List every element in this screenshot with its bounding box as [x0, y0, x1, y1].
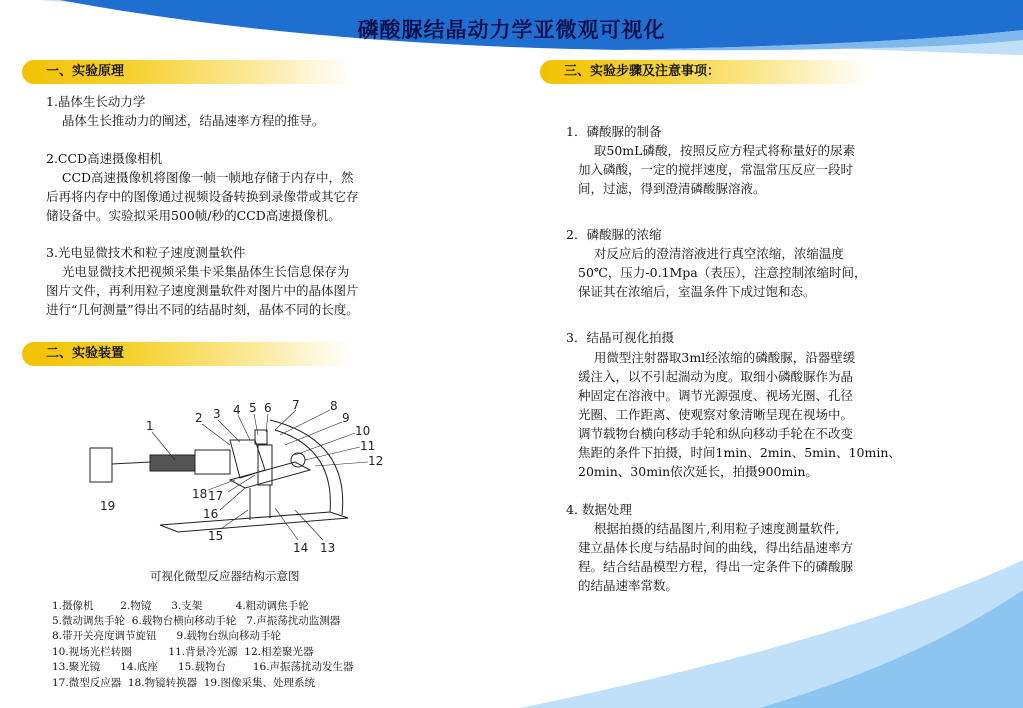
diagram-label-6: 6: [264, 401, 272, 415]
step-3-line-6: 焦距的条件下拍摄，时间1min、2min、5min、10min、: [578, 445, 901, 460]
diagram-label-14: 14: [293, 541, 309, 555]
principle-item-3-line-2: 图片文件，再利用粒子速度测量软件对图片中的晶体图片: [46, 283, 359, 298]
diagram-label-3: 3: [213, 407, 221, 421]
diagram-focus-knob: [255, 430, 267, 444]
step-3-line-2: 缓注入，以不引起湍动为度。取细小磷酸脲作为晶: [578, 369, 854, 384]
diagram-support-arc-inner: [275, 430, 330, 512]
step-2-line-1: 对反应后的澄清溶液进行真空浓缩，浓缩温度: [578, 246, 844, 261]
step-3-line-5: 调节载物台横向移动手轮和纵向移动手轮在不改变: [578, 426, 854, 441]
legend-line-6: 17.微型反应器 18.物镜转换器 19.图像采集、处理系统: [52, 677, 315, 689]
diagram-base: [160, 512, 348, 532]
diagram-stage: [230, 462, 310, 488]
step-4-line-3: 程。结合结晶模型方程，得出一定条件下的磷酸脲: [578, 559, 854, 574]
section-header-principle-label: 一、实验原理: [46, 64, 125, 79]
principle-item-2-line-2: 后再将内存中的图像通过视频设备转换到录像带或其它存: [46, 189, 359, 204]
step-4-line-2: 建立晶体长度与结晶时间的曲线，得出结晶速率方: [578, 540, 854, 555]
step-3-line-3: 种固定在溶液中。调节光源强度、视场光圈、孔径: [578, 388, 854, 403]
step-2-line-2: 50℃，压力-0.1Mpa（表压），注意控制浓缩时间，: [578, 265, 867, 280]
diagram-label-11: 11: [360, 439, 376, 453]
principle-item-2-line-1: CCD高速摄像机将图像一帧一帧地存储于内存中，然: [46, 170, 354, 185]
principle-item-2-heading: 2.CCD高速摄像相机: [46, 151, 163, 166]
leader-13: [295, 510, 323, 540]
leader-12: [315, 462, 368, 466]
apparatus-diagram: [80, 400, 400, 560]
leader-2: [202, 424, 230, 445]
diagram-label-15: 15: [208, 529, 224, 543]
step-1-heading: 1．磷酸脲的制备: [566, 124, 662, 139]
principle-item-3-line-3: 进行“几何测量”得出不同的结晶时刻，晶体不同的长度。: [46, 302, 359, 317]
diagram-reactor: [258, 445, 272, 485]
diagram-stand: [230, 440, 265, 478]
principle-item-3-heading: 3.光电显微技术和粒子速度测量软件: [46, 245, 246, 260]
legend-line-3: 8.带开关亮度调节旋钮 9.载物台纵向移动手轮: [52, 630, 282, 642]
figure-caption: 可视化微型反应器结构示意图: [150, 569, 300, 583]
diagram-label-16: 16: [203, 507, 219, 521]
step-4-heading: 4. 数据处理: [566, 502, 632, 517]
diagram-label-1: 1: [146, 419, 154, 433]
principle-item-3-line-1: 光电显微技术把视频采集卡采集晶体生长信息保存为: [46, 264, 350, 279]
diagram-label-5: 5: [249, 401, 257, 415]
leader-8: [280, 410, 330, 435]
step-3-line-7: 20min、30min依次延长，拍摄900min。: [578, 464, 818, 479]
diagram-label-2: 2: [195, 411, 203, 425]
section-header-apparatus: [22, 342, 352, 366]
diagram-cable: [112, 462, 150, 464]
step-4-line-1: 根据拍摄的结晶图片,利用粒子速度测量软件,: [578, 521, 840, 536]
legend-line-1: 1.摄像机 2.物镜 3.支架 4.粗动调焦手轮: [52, 600, 309, 612]
diagram-label-8: 8: [330, 400, 338, 413]
leader-4: [238, 415, 250, 440]
diagram-label-18: 18: [192, 487, 208, 501]
legend-line-2: 5.微动调焦手轮 6.载物台横向移动手轮 7.声振荡扰动监测器: [52, 615, 341, 627]
principle-item-1-text: 晶体生长推动力的阐述，结晶速率方程的推导。: [46, 113, 325, 128]
diagram-light-source: [291, 453, 305, 467]
section-header-apparatus-label: 二、实验装置: [46, 346, 125, 361]
leader-6: [266, 414, 268, 432]
leader-16: [220, 488, 245, 510]
diagram-label-4: 4: [233, 403, 241, 417]
diagram-label-13: 13: [320, 541, 336, 555]
diagram-label-9: 9: [342, 411, 350, 425]
principle-item-1-heading: 1.晶体生长动力学: [46, 94, 146, 109]
section-header-steps: [540, 60, 870, 84]
step-2-line-3: 保证其在浓缩后，室温条件下成过饱和态。: [578, 284, 816, 299]
step-1-line-3: 间，过滤，得到澄清磷酸脲溶液。: [578, 181, 766, 196]
diagram-label-17: 17: [208, 489, 224, 503]
principle-item-2-line-3: 储设备中。实验拟采用500帧/秒的CCD高速摄像机。: [46, 208, 341, 223]
leader-11: [305, 447, 360, 460]
diagram-imaging-box: [90, 448, 112, 482]
step-3-line-1: 用微型注射器取3ml经浓缩的磷酸脲，沿器壁缓: [578, 350, 856, 365]
section-header-steps-label: 三、实验步骤及注意事项：: [564, 64, 721, 79]
page-title: 磷酸脲结晶动力学亚微观可视化: [357, 18, 666, 42]
section-header-principle: [22, 60, 352, 84]
step-4-line-4: 的结晶速率常数。: [578, 578, 679, 593]
diagram-label-19: 19: [100, 499, 116, 513]
legend-line-4: 10.视场光栏转圈 11.背景冷光源 12.相差聚光器: [52, 646, 314, 658]
diagram-label-10: 10: [355, 424, 371, 438]
step-2-heading: 2．磷酸脲的浓缩: [566, 227, 662, 242]
diagram-camera-body: [195, 450, 230, 474]
leader-7: [275, 410, 296, 430]
step-1-line-2: 加入磷酸，一定的搅拌速度，常温常压反应一段时: [578, 162, 854, 177]
step-3-heading: 3．结晶可视化拍摄: [566, 330, 674, 345]
step-1-line-1: 取50mL磷酸，按照反应方程式将称量好的尿素: [578, 143, 855, 158]
diagram-label-7: 7: [292, 400, 300, 412]
leader-9: [285, 422, 342, 445]
step-3-line-4: 光圈、工作距离、使观察对象清晰呈现在视场中。: [578, 407, 854, 422]
legend-line-5: 13.聚光镜 14.底座 15.载物台 16.声振荡扰动发生器: [52, 661, 354, 673]
diagram-label-12: 12: [368, 454, 384, 468]
